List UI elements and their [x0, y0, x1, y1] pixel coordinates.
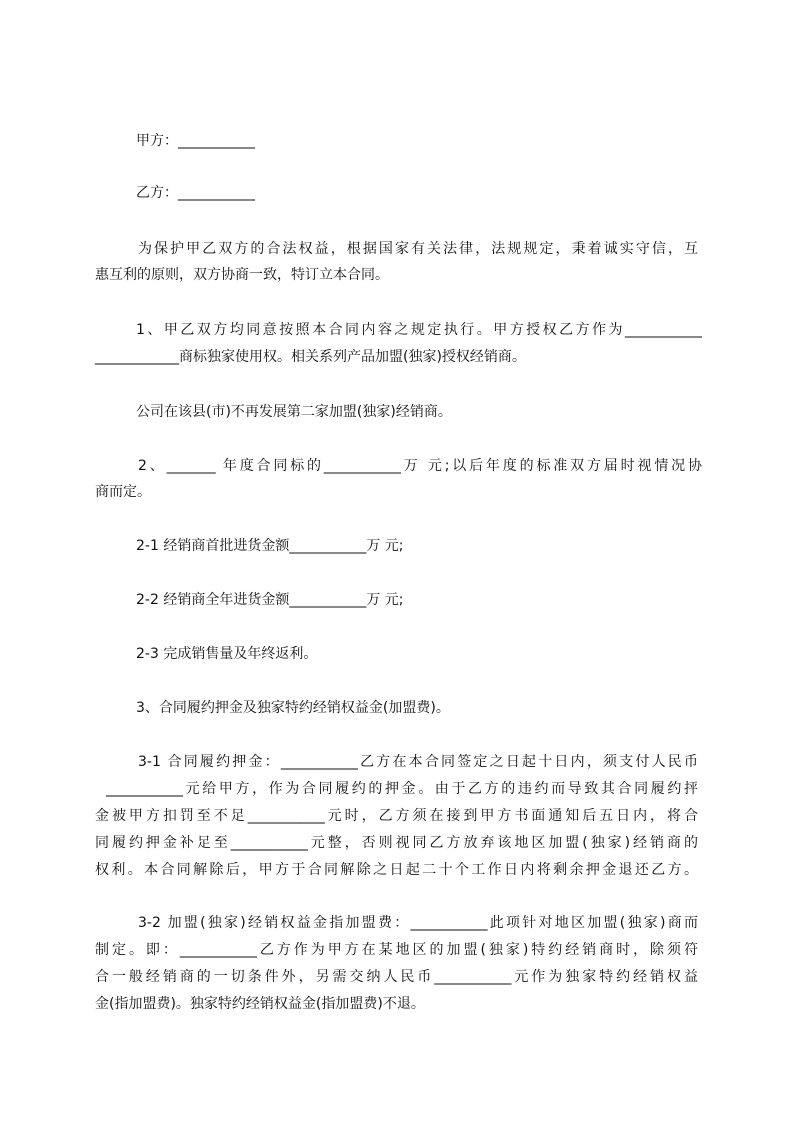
clause-2-3: 2-3 完成销售量及年终返利。: [136, 646, 318, 662]
clause-2-line-2: 商而定。: [95, 484, 151, 500]
clause-3-2-line-3: 合一般经销商的一切条件外，另需交纳人民币___________元作为独家特约经销权益: [95, 969, 698, 985]
party-a-line: 甲方：___________: [136, 133, 255, 149]
clause-3-2-line-1: 3-2 加盟(独家)经销权益金指加盟费：___________此项针对地区加盟(独家)商而: [138, 915, 698, 931]
clause-3-1-line-3: 金被甲方扣罚至不足___________元时，乙方须在接到甲方书面通知后五日内，将合: [95, 808, 698, 824]
clause-2-2: 2-2 经销商全年进货金额___________万 元;: [136, 592, 404, 608]
clause-2-line-1: 2、_______ 年度合同标的___________万 元;以后年度的标准双方届时视情况协: [138, 458, 702, 474]
clause-3-2-line-2: 制定。即：___________乙方作为甲方在某地区的加盟(独家)特约经销商时，除须符: [95, 942, 698, 958]
clause-1-line-2: ____________商标独家使用权。相关系列产品加盟(独家)授权经销商。: [95, 349, 526, 365]
clause-1-note: 公司在该县(市)不再发展第二家加盟(独家)经销商。: [136, 404, 452, 420]
clause-2-1: 2-1 经销商首批进货金额___________万 元;: [136, 538, 404, 554]
clause-3-1-line-4: 同履约押金补足至___________元整，否则视同乙方放弃该地区加盟(独家)经销商的: [95, 835, 698, 851]
clause-3-2-line-4: 金(指加盟费)。独家特约经销权益金(指加盟费)不退。: [95, 996, 425, 1012]
intro-line-1: 为保护甲乙双方的合法权益，根据国家有关法律，法规规定，秉着诚实守信，互: [138, 241, 698, 257]
clause-3-1-line-2: ___________元给甲方，作为合同履约的押金。由于乙方的违约而导致其合同履约抨: [106, 781, 698, 797]
clause-3-1-line-5: 权利。本合同解除后，甲方于合同解除之日起二十个工作日内将剩余押金退还乙方。: [95, 862, 698, 878]
clause-3-1-line-1: 3-1 合同履约押金：___________乙方在本合同签定之日起十日内，须支付人民币: [138, 754, 698, 770]
clause-3-heading: 3、合同履约押金及独家特约经销权益金(加盟费)。: [136, 700, 450, 716]
clause-1-line-1: 1、甲乙双方均同意按照本合同内容之规定执行。甲方授权乙方作为___________: [136, 322, 702, 338]
party-b-line: 乙方：___________: [136, 185, 255, 201]
intro-line-2: 惠互利的原则，双方协商一致，特订立本合同。: [95, 267, 389, 283]
